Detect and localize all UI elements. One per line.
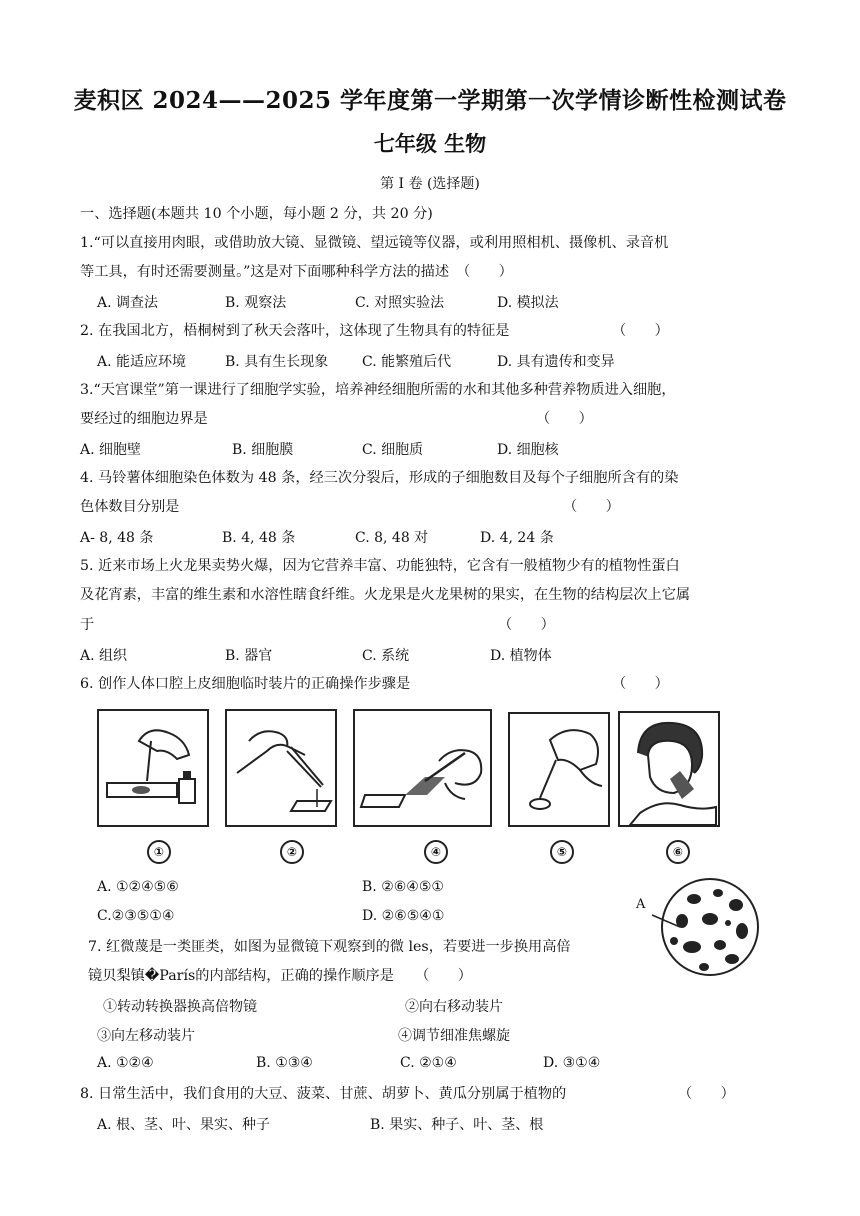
q2-option-d: D. 具有遗传和变异 (497, 354, 615, 370)
q5-option-c: C. 系统 (362, 648, 410, 664)
q3-option-d: D. 细胞核 (497, 442, 559, 458)
q5-option-d: D. 植物体 (490, 648, 552, 664)
q1-option-c: C. 对照实验法 (355, 295, 445, 311)
q6-option-d: D. ②⑥⑤④① (362, 908, 445, 924)
cover-slip-illustration (355, 711, 490, 825)
q7-option-c: C. ②①④ (400, 1055, 457, 1071)
q4-answer-paren: （ ） (563, 499, 620, 515)
step-figure-1 (97, 709, 209, 827)
q3-option-c: C. 细胞质 (362, 442, 424, 458)
figure-label-a: A (636, 897, 646, 912)
q1-option-b: B. 观察法 (225, 295, 287, 311)
q5-option-b: B. 器官 (225, 648, 273, 664)
microscope-view-figure (632, 875, 762, 985)
q6-answer-paren: （ ） (612, 676, 669, 692)
q8-answer-paren: （ ） (678, 1086, 735, 1102)
q5-answer-paren: （ ） (498, 617, 555, 633)
step-figure-5 (618, 711, 720, 827)
step-label-6: ⑥ (666, 840, 690, 864)
q7-option-d: D. ③①④ (543, 1055, 601, 1071)
q2-option-c: C. 能繁殖后代 (362, 354, 452, 370)
q8-line1: 8. 日常生活中，我们食用的大豆、菠菜、甘蔗、胡萝卜、黄瓜分别属于植物的 (80, 1086, 567, 1102)
q1-option-d: D. 模拟法 (497, 295, 559, 311)
q7-step-1: ①转动转换器换高倍物镜 (103, 999, 257, 1015)
volume-label: 第 I 卷 (选择题) (380, 176, 480, 192)
q6-line1: 6. 创作人体口腔上皮细胞临时装片的正确操作步骤是 (80, 676, 411, 692)
q1-option-a: A. 调查法 (97, 295, 159, 311)
q8-option-b: B. 果实、种子、叶、茎、根 (370, 1117, 544, 1133)
q7-step-2: ②向右移动装片 (405, 999, 503, 1015)
step-label-1: ① (147, 840, 171, 864)
tweezers-slide-illustration (227, 711, 335, 825)
stain-drop-illustration (510, 714, 608, 825)
q6-option-a: A. ①②④⑤⑥ (97, 879, 179, 895)
person-mouth-illustration (620, 713, 718, 825)
q1-line1: 1.“可以直接用肉眼，或借助放大镜、显微镜、望远镜等仪器，或利用照相机、摄像机、录音机 (80, 235, 669, 251)
q4-line1: 4. 马铃薯体细胞染色体数为 48 条，经三次分裂后，形成的子细胞数目及每个子细胞所含有的染 (80, 470, 679, 486)
q8-option-a: A. 根、茎、叶、果实、种子 (97, 1117, 271, 1133)
q6-option-b: B. ②⑥④⑤① (362, 879, 444, 895)
q5-line2: 及花宵素，丰富的维生素和水溶性瞎食纤维。火龙果是火龙果树的果实，在生物的结构层次上它属 (80, 587, 691, 603)
q5-option-a: A. 组织 (80, 648, 128, 664)
q6-option-c: C.②③⑤①④ (97, 908, 175, 924)
page-subtitle: 七年级 生物 (373, 131, 487, 156)
q3-line2: 要经过的细胞边界是 (80, 411, 208, 427)
section-heading: 一、选择题(本题共 10 个小题，每小题 2 分，共 20 分) (80, 206, 433, 222)
q7-line1: 7. 红微蔑是一类匪类，如图为显微镜下观察到的微 les，若要进一步换用高倍 (88, 939, 571, 955)
step-label-2: ② (280, 840, 304, 864)
q4-option-a: A- 8, 48 条 (80, 530, 154, 546)
step-figure-2 (225, 709, 337, 827)
q5-line1: 5. 近来市场上火龙果卖势火爆，因为它营养丰富、功能独特，它含有一般植物少有的植物性蛋白 (80, 558, 680, 574)
q3-line1: 3.“天宫课堂”第一课进行了细胞学实验，培养神经细胞所需的水和其他多种营养物质进入细胞， (80, 382, 676, 398)
q2-line1: 2. 在我国北方，梧桐树到了秋天会落叶，这体现了生物具有的特征是 (80, 323, 510, 339)
step-figure-4 (508, 712, 610, 827)
q7-step-4: ④调节细准焦螺旋 (398, 1028, 510, 1044)
q4-option-c: C. 8, 48 对 (355, 530, 429, 546)
q4-line2: 色体数目分别是 (80, 499, 180, 515)
q7-step-3: ③向左移动装片 (97, 1028, 195, 1044)
q4-option-b: B. 4, 48 条 (222, 530, 296, 546)
q3-option-b: B. 细胞膜 (232, 442, 294, 458)
q4-option-d: D. 4, 24 条 (480, 530, 554, 546)
step-figure-3 (353, 709, 492, 827)
q3-answer-paren: （ ） (536, 411, 593, 427)
page-title: 麦积区 2024——2025 学年度第一学期第一次学情诊断性检测试卷 (73, 87, 787, 114)
q2-option-a: A. 能适应环境 (97, 354, 187, 370)
microscope-field-illustration (632, 875, 762, 985)
q2-option-b: B. 具有生长现象 (225, 354, 329, 370)
step-label-5: ⑤ (550, 840, 574, 864)
q7-option-a: A. ①②④ (97, 1055, 154, 1071)
q7-line2: 镜贝梨镇�París的内部结构，正确的操作顺序是 （ ） (88, 968, 472, 984)
q2-answer-paren: （ ） (612, 323, 669, 339)
q3-option-a: A. 细胞壁 (80, 442, 142, 458)
q5-line3: 于 (80, 617, 95, 633)
q7-option-b: B. ①③④ (256, 1055, 313, 1071)
q1-line2: 等工具，有时还需要测量。”这是对下面哪种科学方法的描述 （ ） (80, 264, 513, 280)
step-label-4: ④ (424, 840, 448, 864)
dropper-slide-illustration (99, 711, 207, 825)
